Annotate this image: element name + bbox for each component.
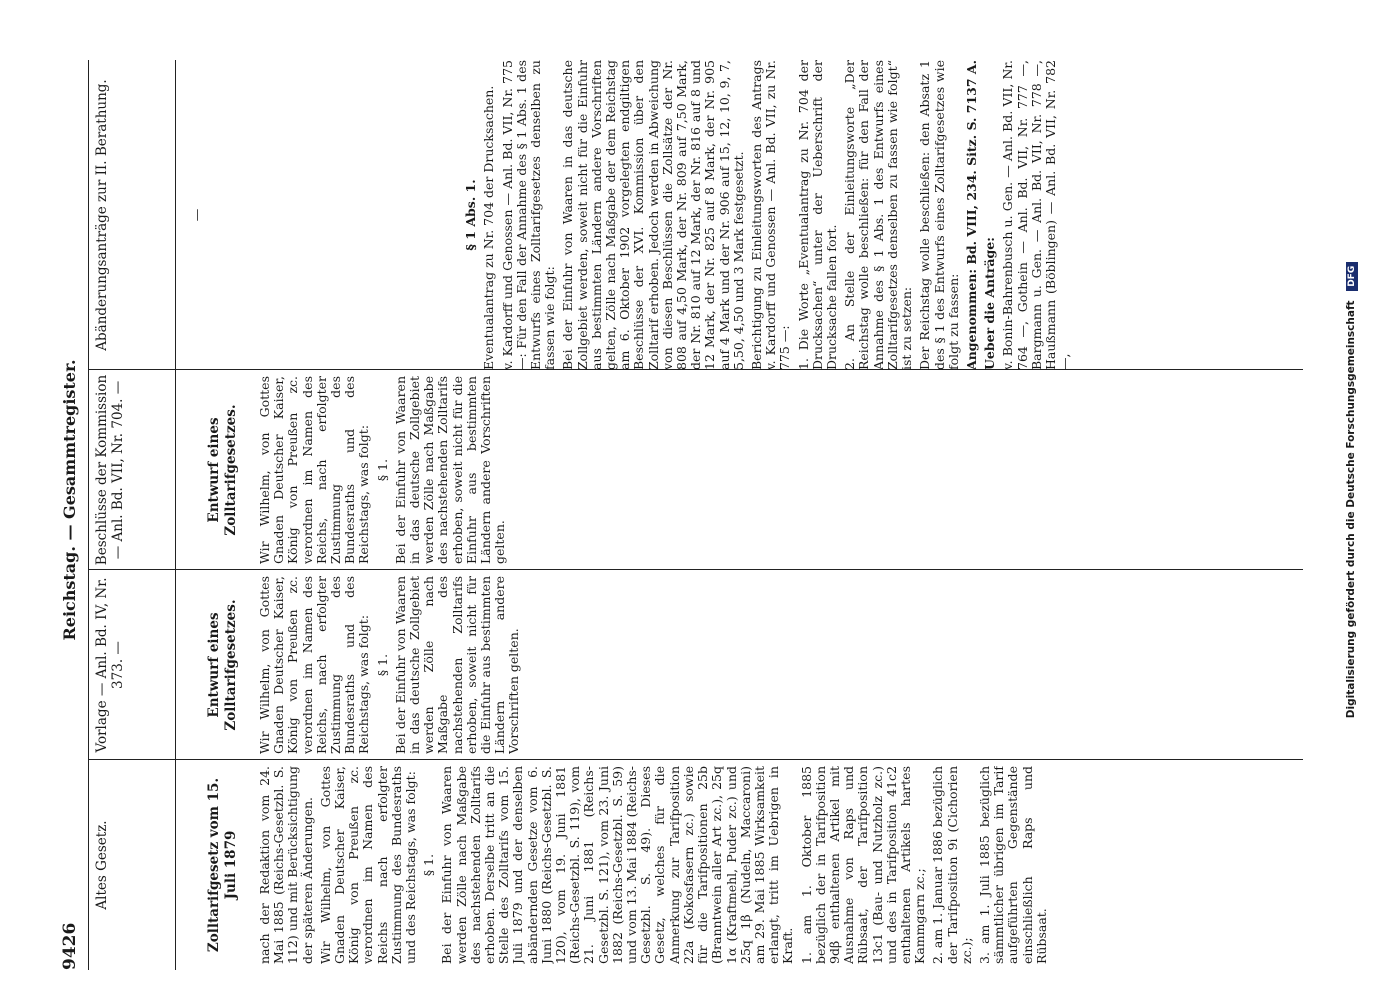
proposal-body: Bei der Einfuhr von Waaren in das deutsche Zollgebiet werden Zölle nach Maßgabe des nachstehenden Zolltarifs erhoben, soweit nicht für die Einfuhr aus bestimmten Ländern andere Vorschriften gelten.: [392, 576, 522, 754]
column-old-law: [180, 766, 1300, 964]
old-law-item: 3. am 1. Juli 1885 bezüglich sämmtlicher übrigen im Tarif aufgeführten Gegenstände einschließlich Raps und Rübsaat.: [976, 766, 1049, 964]
amendment-para: 1. Die Worte „Eventualantrag zu Nr. 704 der Drucksachen“ unter der Ueberschrift der Drucksache fallen fort.: [795, 60, 840, 370]
amendment-para: Der Reichstag wolle beschließen: den Absatz 1 des § 1 des Entwurfs eines Zolltarifgesetzes wie folgt zu fassen:: [917, 60, 961, 370]
old-law-section: § 1.: [421, 853, 437, 877]
amendment-para: v. Kardorff und Genossen — Anl. Bd. VII, Nr. 775 —: Für den Fall der Annahme des § 1 Abs. 1 des Entwurfs eines Zolltarifgesetzes denselben zu fassen wie folgt:: [499, 60, 558, 370]
amendment-para: Bei der Einfuhr von Waaren in das deutsche Zollgebiet werden, soweit nicht für die Einfuhr aus bestimmten Ländern andere Vorschriften gelten, Zölle nach Maßgabe der dem Reichstag am 6. Oktober 1902 vorgelegten endgiltigen Beschlüsse der XVI. Kommission über den Zolltarif erhoben. Jedoch werden in Abweichung von diesen Beschlüssen die Zollsätze der Nr. 808 auf 4,50 Mark, der Nr. 809 auf 7,50 Mark, der Nr. 810 auf 12 Mark, der Nr. 816 auf 8 und 12 Mark, der Nr. 825 auf 8 Mark, der Nr. 905 auf 4 Mark und der Nr. 906 auf 15, 12, 10, 9, 7, 5,50, 4,50 und 3 Mark festgesetzt.: [560, 60, 746, 370]
amendment-para: Eventualantrag zu Nr. 704 der Drucksachen.: [481, 85, 497, 370]
old-law-item: 2. am 1. Januar 1886 bezüglich der Tarifposition 9i (Cichorien zc.);: [930, 766, 974, 964]
old-law-title: Zolltarifgesetz vom 15. Juli 1879: [206, 777, 239, 953]
dfg-logo: DFG: [1346, 262, 1358, 291]
amendment-para: 2. An Stelle der Einleitungsworte „Der Reichstag wolle beschließen: für den Fall der Annahme des § 1 Abs. 1 des Entwurfs eines Zolltarifgesetzes denselben zu fassen wie folgt“ ist zu setzen:: [842, 60, 915, 370]
commission-section: § 1.: [374, 458, 390, 482]
column-header-proposal: Vorlage — Anl. Bd. IV, Nr. 373. —: [94, 577, 126, 753]
proposal-preamble: Wir Wilhelm, von Gottes Gnaden Deutscher Kaiser, König von Preußen zc. verordnen im Namen des Reichs, nach erfolgter Zustimmung des Bundesraths und des Reichstags, was folgt:: [257, 576, 372, 754]
running-head: Reichstag. — Gesammtregister.: [60, 359, 79, 641]
amendment-para: v. Bonin-Bahrenbusch u. Gen. — Anl. Bd. VII, Nr. 764 —, Gothein — Anl. Bd. VII, Nr. 777 —, Bargmann u. Gen. — Anl. Bd. VII, Nr. 778 —, Haußmann (Böblingen) — Anl. Bd. VII, Nr. 782 —,: [1000, 60, 1073, 370]
amendment-section: § 1 Abs. 1.: [463, 179, 479, 251]
proposal-section: § 1.: [374, 653, 390, 677]
column-commission: [180, 376, 1300, 564]
commission-body: Bei der Einfuhr von Waaren in das deutsche Zollgebiet werden Zölle nach Maßgabe des nachstehenden Zolltarifs erhoben, soweit nicht für die Einfuhr aus bestimmten Ländern andere Vorschriften gelten.: [392, 376, 508, 564]
old-law-body: Bei der Einfuhr von Waaren werden Zölle nach Maßgabe des nachstehenden Zolltarifs erhoben. Derselbe tritt an die Stelle des Zolltarifs vom 15. Juli 1879 und der denselben abändernden Gesetze vom 6. Juni 1880 (Reichs-Gesetzbl. S. 120), vom 19. Juni 1881 (Reichs-Gesetzbl. S. 119), vom 21. Juni 1881 (Reichs-Gesetzbl. S. 121), vom 23. Juni 1882 (Reichs-Gesetzbl. S. 59) und vom 13. Mai 1884 (Reichs-Gesetzbl. S. 49). Dieses Gesetz, welches für die Anmerkung zur Tarifposition 22a (Kokosfasern zc.) sowie für die Tarifpositionen 25b (Branntwein aller Art zc.), 25q 1α (Kraftmehl, Puder zc.) und 25q 1β (Nudeln, Maccaroni) am 29. Mai 1885 Wirksamkeit erlangt, tritt im Uebrigen in Kraft.: [439, 766, 796, 964]
proposal-title: Entwurf eines Zolltarifgesetzes.: [206, 599, 239, 731]
old-law-preamble: Wir Wilhelm, von Gottes Gnaden Deutscher Kaiser, König von Preußen zc. verordnen im Namen des Reichs nach erfolgter Zustimmung des Bundesraths und des Reichstags, was folgt:: [317, 766, 419, 964]
old-law-item: 1. am 1. Oktober 1885 bezüglich der in Tarifposition 9dβ enthaltenen Artikel mit Ausnahme von Raps und Rübsaat, der Tarifposition 13c1 (Bau- und Nutzholz zc.) und des in Tarifposition 41c2 enthaltenen Artikels hartes Kammgarn zc.;: [798, 766, 928, 964]
column-divider-1: [88, 759, 1303, 760]
commission-title: Entwurf eines Zolltarifgesetzes.: [206, 404, 239, 536]
column-header-old-law: Altes Gesetz.: [94, 820, 110, 910]
column-header-commission: Beschlüsse der Kommission — Anl. Bd. VII, Nr. 704. —: [94, 374, 126, 566]
amendment-para: Berichtigung zu Einleitungsworten des Antrags v. Kardorff und Genossen — Anl. Bd. VII, zu Nr. 775 —:: [749, 60, 793, 370]
amendment-accepted: Angenommen: Bd. VIII, 234. Sitz. S. 7137 A.: [963, 60, 979, 370]
commission-preamble: Wir Wilhelm, von Gottes Gnaden Deutscher Kaiser, König von Preußen zc. verordnen im Namen des Reichs, nach erfolgter Zustimmung des Bundesraths und des Reichstags, was folgt:: [257, 376, 372, 564]
amendment-para: Ueber die Anträge:: [982, 237, 998, 370]
column-amendments: [180, 60, 1300, 370]
column-header-amendments: Abänderungsanträge zur II. Berathung.: [94, 79, 110, 351]
page-number: 9426: [60, 922, 80, 970]
amendments-dash: —: [189, 208, 204, 222]
header-rule: [175, 60, 176, 970]
digitization-footer: [1345, 10, 1358, 970]
old-law-intro: nach der Redaktion vom 24. Mai 1885 (Reichs-Gesetzbl. S. 112) und mit Berücksichtigung der späteren Änderungen.: [257, 766, 315, 964]
column-proposal: [180, 576, 1300, 754]
column-divider-2: [88, 569, 1303, 570]
footer-note: Digitalisierung gefördert durch die Deutsche Forschungsgemeinschaft: [1345, 300, 1357, 719]
